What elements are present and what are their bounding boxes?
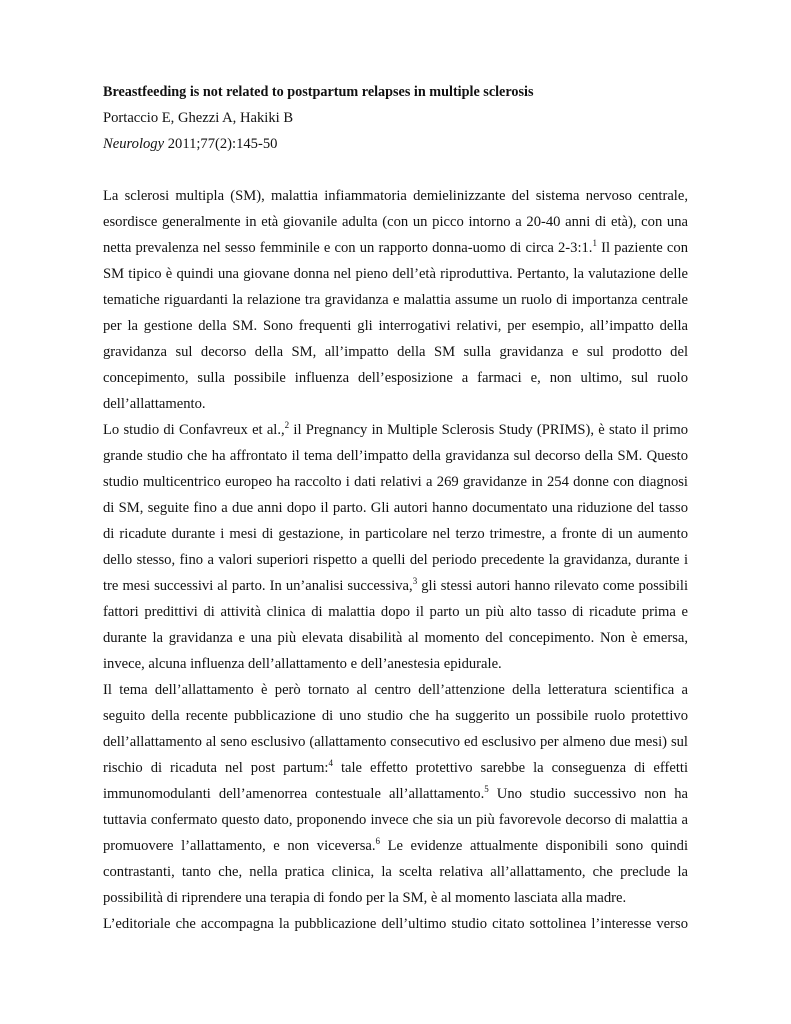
body-line: durante la gravidanza e una più elevata disabilità al momento del concepimento. Non è emersa,	[103, 630, 688, 646]
body-line: seguito della recente pubblicazione di uno studio che ha suggerito un possibile ruolo protettivo	[103, 708, 688, 724]
line-text: promuovere l’allattamento, e non viceversa.	[103, 838, 376, 854]
body-line	[103, 760, 688, 786]
article-citation	[103, 136, 688, 162]
line-text: il Pregnancy in Multiple Sclerosis Study (PRIMS), è stato il primo	[289, 422, 688, 438]
body-line: di SM, seguite fino a due anni dopo il parto. Gli autori hanno documentato una riduzione del tasso	[103, 500, 688, 516]
body-line: fattori predittivi di attività clinica di malattia dopo il parto un più alto tasso di ricadute prima e	[103, 604, 688, 620]
body-line: studio multicentrico europeo ha raccolto i dati relativi a 269 gravidanze in 254 donne con diagnosi	[103, 474, 688, 490]
document-page	[103, 84, 688, 942]
body-line: gravidanza sul decorso della SM, all’impatto della SM sulla gravidanza e sul prodotto del	[103, 344, 688, 360]
body-line: dell’allattamento.	[103, 396, 206, 412]
body-line	[103, 786, 688, 812]
body-line: possibilità di riprendere una terapia di fondo per la SM, è al momento lasciata alla madre.	[103, 890, 627, 906]
line-text: rischio di ricaduta nel post partum:	[103, 760, 329, 776]
reference-marker: 4	[328, 758, 333, 768]
body-line: Il tema dell’allattamento è però tornato al centro dell’attenzione della letteratura scientifica a	[103, 682, 688, 698]
line-text: immunomodulanti dell’amenorrea contestuale all’allattamento.	[103, 786, 485, 802]
line-text: Il paziente con	[596, 240, 688, 256]
line-text: netta prevalenza nel sesso femminile e con un rapporto donna-uomo di circa 2-3:1.	[103, 240, 593, 256]
reference-marker: 5	[484, 784, 489, 794]
body-line: di ricadute durante i mesi di gestazione, in particolare nel terzo trimestre, a fronte di un aumento	[103, 526, 688, 542]
body-line: dello stesso, fino a valori superiori rispetto a quelli del periodo precedente la gravidanza, durante i	[103, 552, 688, 568]
body-line: invece, alcuna influenza dell’allattamento e dell’anestesia epidurale.	[103, 656, 502, 672]
line-text: Lo studio di Confavreux et al.,	[103, 422, 285, 438]
body-line: La sclerosi multipla (SM), malattia infiammatoria demielinizzante del sistema nervoso centrale,	[103, 188, 688, 204]
blank-line	[103, 162, 688, 188]
body-line: tuttavia confermato questo dato, proponendo invece che sia un più favorevole decorso di malattia a	[103, 812, 688, 828]
body-line	[103, 838, 688, 864]
body-line	[103, 578, 688, 604]
reference-marker: 6	[375, 836, 381, 846]
line-text: tale effetto protettivo sarebbe la conseguenza di effetti	[333, 760, 689, 776]
journal-name: Neurology	[103, 136, 165, 152]
reference-marker: 1	[592, 238, 597, 248]
reference-marker: 2	[284, 420, 290, 430]
body-line: per la gestione della SM. Sono frequenti gli interrogativi relativi, per esempio, all’impatto della	[103, 318, 688, 334]
article-title: Breastfeeding is not related to postpartum relapses in multiple sclerosis	[103, 84, 534, 100]
line-text: tre mesi successivi al parto. In un’analisi successiva,	[103, 578, 413, 594]
body-line: grande studio che ha affrontato il tema dell’impatto della gravidanza sul decorso della SM. Questo	[103, 448, 688, 464]
article-authors: Portaccio E, Ghezzi A, Hakiki B	[103, 110, 294, 126]
body-line: concepimento, sulla possibile influenza dell’esposizione a farmaci e, non ultimo, sul ruolo	[103, 370, 688, 386]
body-line: L’editoriale che accompagna la pubblicazione dell’ultimo studio citato sottolinea l’interesse verso	[103, 916, 688, 932]
line-text: gli stessi autori hanno rilevato come possibili	[417, 578, 688, 594]
body-line: dell’allattamento al seno esclusivo (allattamento consecutivo ed esclusivo per almeno due mesi) sul	[103, 734, 688, 750]
body-line: SM tipico è quindi una giovane donna nel pieno dell’età riproduttiva. Pertanto, la valutazione delle	[103, 266, 688, 282]
line-text: Uno studio successivo non ha	[488, 786, 688, 802]
body-line: tematiche riguardanti la relazione tra gravidanza e malattia assume un ruolo di importanza centrale	[103, 292, 688, 308]
citation-details: 2011;77(2):145-50	[164, 136, 278, 152]
body-line: esordisce generalmente in età giovanile adulta (con un picco intorno a 20-40 anni di età), con una	[103, 214, 688, 230]
body-line	[103, 240, 688, 266]
body-line	[103, 422, 688, 448]
line-text: Le evidenze attualmente disponibili sono quindi	[380, 838, 688, 854]
body-line: contrastanti, tanto che, nella pratica clinica, la scelta relativa all’allattamento, che preclude la	[103, 864, 688, 880]
reference-marker: 3	[412, 576, 418, 586]
